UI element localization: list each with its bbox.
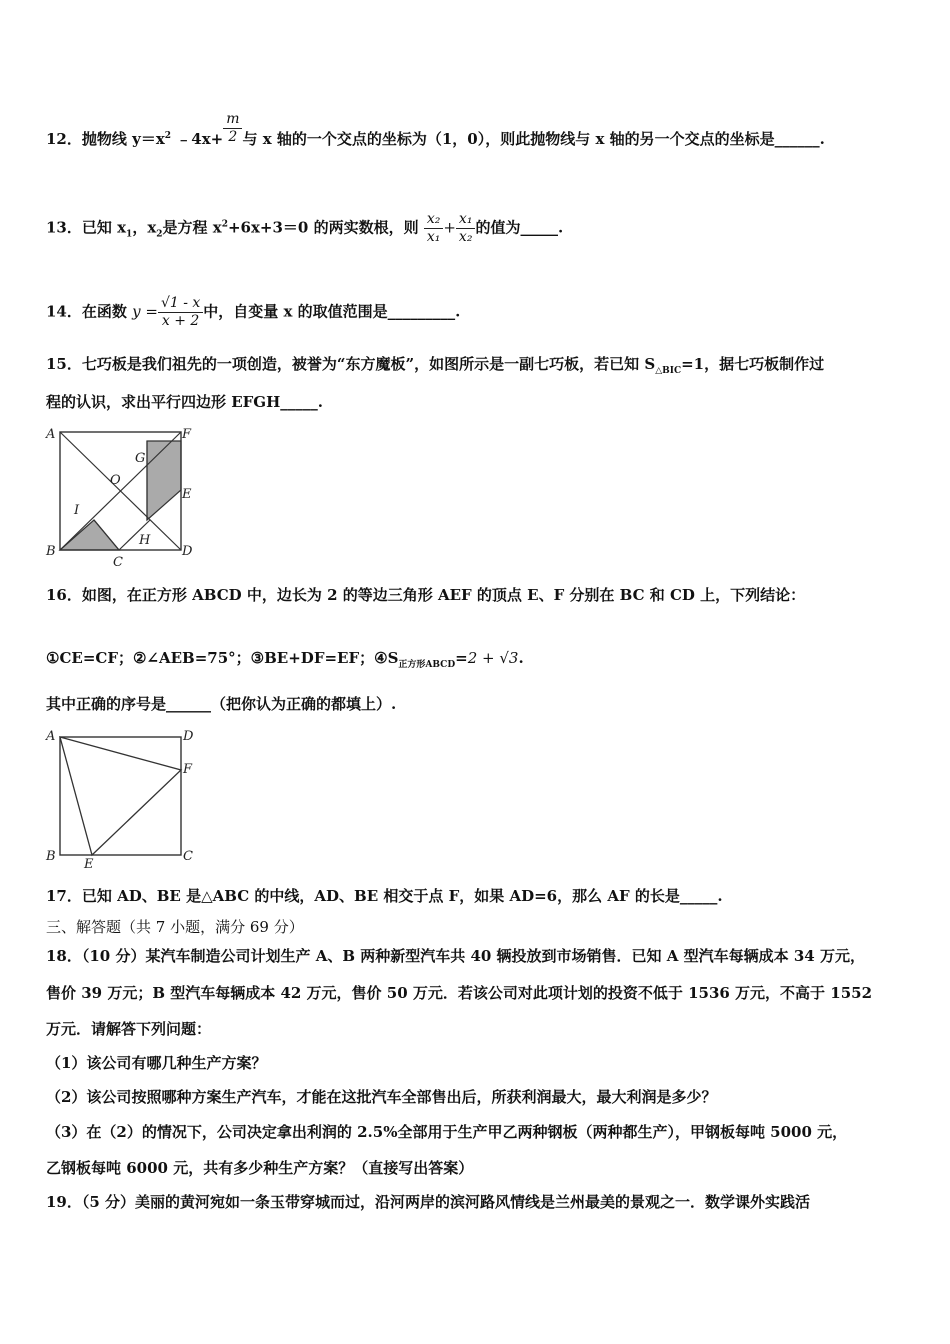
- label-B: B: [46, 544, 56, 559]
- question-18-line3: 万元．请解答下列问题：: [46, 1020, 212, 1038]
- label-A: A: [46, 427, 56, 442]
- shaded-parallelogram-efgh: [147, 441, 181, 520]
- fraction-sqrt-over-x-plus-2: $\frac{√1 - x}{x + 2}$: [158, 295, 203, 330]
- question-18-part1: （1）该公司有哪几种生产方案？: [46, 1054, 267, 1072]
- square-abcd: [60, 737, 181, 855]
- fraction-m-over-2: $\frac{m}{2}$: [223, 111, 242, 146]
- label-E: E: [182, 487, 192, 502]
- question-number: 16．: [46, 586, 82, 604]
- question-15-line1: 15．七巧板是我们祖先的一项创造，被誉为“东方魔板”，如图所示是一副七巧板，若已知 $S_{\triangle BIC}=1$，据七巧板制作过: [46, 355, 825, 376]
- question-number: 14．: [46, 302, 82, 321]
- question-number: 17．: [46, 887, 82, 905]
- label-B: B: [46, 849, 56, 864]
- label-D: D: [182, 544, 193, 559]
- question-16-line1: 16．如图，在正方形 ABCD 中，边长为 2 的等边三角形 AEF 的顶点 E、F 分别在 BC 和 CD 上，下列结论：: [46, 586, 806, 604]
- label-A: A: [46, 729, 56, 744]
- square-triangle-figure: [44, 726, 204, 871]
- question-16-line2: ①CE=CF；②∠AEB=75°；③BE+DF=EF；$④S_{正方形ABCD}=2 + √3$.: [46, 649, 524, 670]
- question-18-part3a: （3）在（2）的情况下，公司决定拿出利润的 2.5%全部用于生产甲乙两种钢板（两种都生产），甲钢板每吨 5000 元，: [46, 1123, 848, 1141]
- question-18-line1: 18．（10 分）某汽车制造公司计划生产 A、B 两种新型汽车共 40 辆投放到市场销售．已知 A 型汽车每辆成本 34 万元，: [46, 947, 865, 965]
- label-C: C: [183, 849, 193, 864]
- question-number: 19．: [46, 1193, 82, 1211]
- question-16-line3: 其中正确的序号是______（把你认为正确的都填上）.: [46, 695, 397, 713]
- fraction-x2-over-x1: $\frac{\text{x₂}}{\text{x₁}}$: [424, 211, 444, 246]
- question-12: 12．抛物线 $y=x^2$ ﹣4x+ $\frac{m}{2}$ 与 x 轴的一个交点的坐标为（1，0），则此抛物线与 x 轴的另一个交点的坐标是______.: [46, 110, 825, 148]
- label-H: H: [139, 533, 151, 548]
- question-13: 13．已知 $x_1$，$x_2$是方程 $x^2+6x+3=0$ 的两实数根，则 $\frac{\text{x₂}}{\text{x₁}}$ + $\frac{\text{x₁}}{\text{x₂}}$ 的值为_____.: [46, 211, 564, 245]
- label-F: F: [183, 762, 193, 777]
- label-O: O: [110, 473, 121, 488]
- tangram-figure: [44, 424, 204, 569]
- question-19: 19．（5 分）美丽的黄河宛如一条玉带穿城而过，沿河两岸的滨河路风情线是兰州最美的景观之一．数学课外实践活: [46, 1193, 811, 1211]
- label-D: D: [183, 729, 194, 744]
- question-17: 17．已知 AD、BE 是△ABC 的中线，AD、BE 相交于点 F，如果 AD=6，那么 AF 的长是_____.: [46, 887, 723, 905]
- triangle-aef: [60, 737, 181, 855]
- question-number: 12．: [46, 130, 82, 148]
- question-18-line2: 售价 39 万元；B 型汽车每辆成本 42 万元，售价 50 万元．若该公司对此项计划的投资不低于 1536 万元，不高于 1552: [46, 984, 873, 1002]
- label-G: G: [135, 451, 146, 466]
- question-14: 14．在函数 y = $\frac{√1 - x}{x + 2}$ 中，自变量 x 的取值范围是_________.: [46, 295, 461, 329]
- section-heading: 三、解答题（共 7 小题，满分 69 分）: [46, 918, 304, 936]
- question-15-line2: 程的认识，求出平行四边形 EFGH_____.: [46, 393, 324, 411]
- question-number: 15．: [46, 355, 82, 373]
- label-C: C: [113, 555, 123, 569]
- question-number: 18．: [46, 947, 82, 965]
- label-I: I: [74, 503, 80, 518]
- shaded-triangle-bic: [60, 520, 119, 550]
- question-18-part2: （2）该公司按照哪种方案生产汽车，才能在这批汽车全部售出后，所获利润最大，最大利润是多少？: [46, 1088, 717, 1106]
- label-E: E: [84, 857, 94, 871]
- question-18-part3b: 乙钢板每吨 6000 元，共有多少种生产方案？（直接写出答案）: [46, 1159, 474, 1177]
- fraction-x1-over-x2: $\frac{\text{x₁}}{\text{x₂}}$: [456, 211, 476, 246]
- label-F: F: [182, 427, 192, 442]
- question-number: 13．: [46, 218, 82, 237]
